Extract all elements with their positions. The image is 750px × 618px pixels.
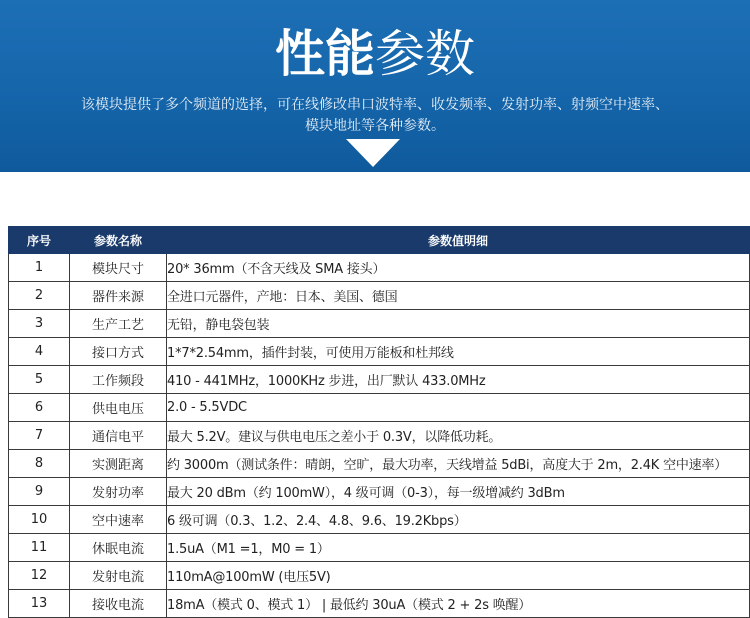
row-name: 生产工艺 [70,310,167,338]
column-header-value: 参数值明细 [167,227,750,254]
table-row [9,422,750,450]
row-name: 模块尺寸 [70,254,167,282]
parameter-table [8,226,750,618]
row-index: 6 [9,394,70,422]
table-row [9,282,750,310]
table-row [9,450,750,478]
row-index: 3 [9,310,70,338]
row-name: 空中速率 [70,506,167,534]
row-index: 5 [9,366,70,394]
row-value: 18mA（模式 0、模式 1） | 最低约 30uA（模式 2 + 2s 唤醒） [167,590,750,618]
row-name: 供电电压 [70,394,167,422]
row-index: 12 [9,562,70,590]
row-index: 10 [9,506,70,534]
row-value: 约 3000m（测试条件：晴朗，空旷，最大功率，天线增益 5dBi，高度大于 2m，2.4K 空中速率） [167,450,750,478]
row-value: 110mA@100mW (电压5V) [167,562,750,590]
row-name: 通信电平 [70,422,167,450]
table-row [9,562,750,590]
row-value: 410 - 441MHz，1000KHz 步进，出厂默认 433.0MHz [167,366,750,394]
row-index: 1 [9,254,70,282]
row-value: 1*7*2.54mm，插件封装，可使用万能板和杜邦线 [167,338,750,366]
row-index: 13 [9,590,70,618]
row-value: 最大 20 dBm（约 100mW），4 级可调（0-3），每一级增减约 3dBm [167,478,750,506]
column-header-index: 序号 [9,227,70,254]
table-row [9,394,750,422]
row-name: 发射功率 [70,478,167,506]
row-index: 9 [9,478,70,506]
title-bold: 性能 [275,25,375,83]
table-row [9,506,750,534]
table-header-row [9,227,750,254]
row-value: 20* 36mm（不含天线及 SMA 接头） [167,254,750,282]
table-row [9,338,750,366]
row-value: 6 级可调（0.3、1.2、2.4、4.8、9.6、19.2Kbps） [167,506,750,534]
row-value: 1.5uA（M1 =1，M0 = 1） [167,534,750,562]
down-arrow-icon [346,139,400,167]
row-value: 2.0 - 5.5VDC [167,394,750,422]
row-index: 2 [9,282,70,310]
table-row [9,366,750,394]
row-value: 无铅，静电袋包装 [167,310,750,338]
table-row [9,310,750,338]
row-name: 实测距离 [70,450,167,478]
table-row [9,254,750,282]
page-title [0,24,750,84]
title-light: 参数 [375,25,475,83]
column-header-name: 参数名称 [70,227,167,254]
row-name: 发射电流 [70,562,167,590]
row-name: 休眠电流 [70,534,167,562]
row-value: 全进口元器件，产地：日本、美国、德国 [167,282,750,310]
row-name: 接口方式 [70,338,167,366]
row-index: 7 [9,422,70,450]
table-row [9,478,750,506]
row-index: 4 [9,338,70,366]
table-row [9,590,750,618]
row-index: 11 [9,534,70,562]
row-index: 8 [9,450,70,478]
row-value: 最大 5.2V。建议与供电电压之差小于 0.3V，以降低功耗。 [167,422,750,450]
header-banner [0,0,750,172]
row-name: 工作频段 [70,366,167,394]
table-row [9,534,750,562]
page-subtitle: 该模块提供了多个频道的选择，可在线修改串口波特率、收发频率、发射功率、射频空中速率、模块地址等各种参数。 [81,97,669,134]
row-name: 器件来源 [70,282,167,310]
row-name: 接收电流 [70,590,167,618]
